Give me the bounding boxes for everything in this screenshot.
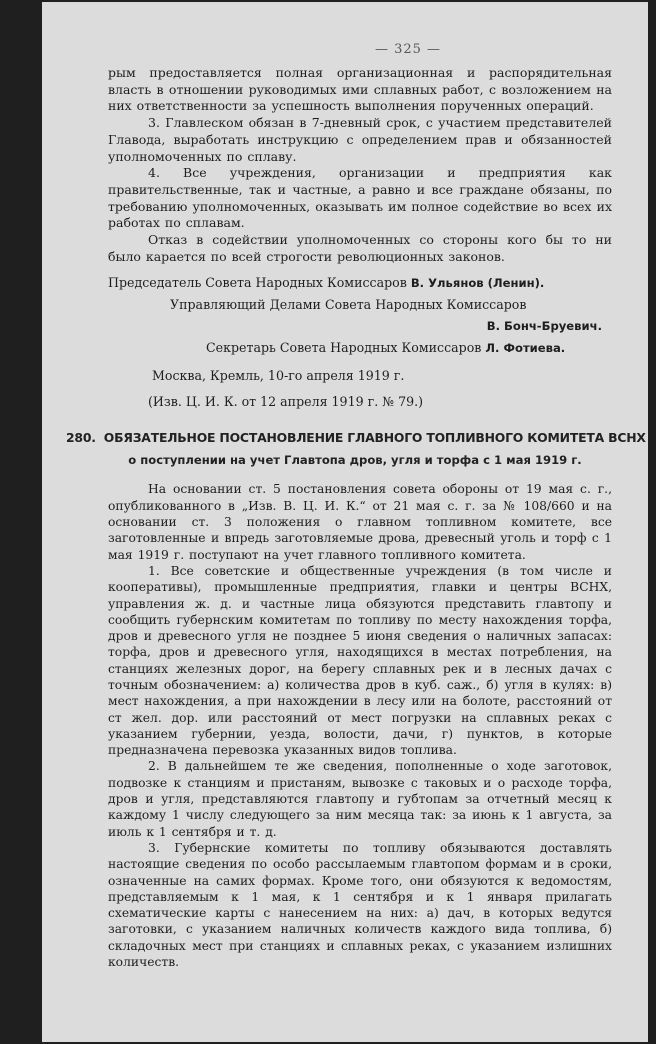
signature-manager-role: Управляющий Делами Совета Народных Комиссаров (170, 297, 527, 313)
paragraph: 3. Губернские комитеты по топливу обязываются доставлять настоящие сведения по особо рассылаемым главтопом формам и в сроки, означенные на самих формах. Кроме того, они обязуются к ведомостям, представляемым к 1 мая, к 1 сентября и к 1 января прилагать схематические карты с нанесением на них: а) дач, в которых ведутся заготовки, с указанием наличных количеств каждого вида топлива, б) складочных мест при станциях и сплавных реках, с указанием излишних количеств. (108, 840, 612, 970)
signature-name: В. Ульянов (Ленин). (410, 276, 545, 291)
signature-manager-name (108, 315, 612, 337)
signatures (108, 272, 612, 359)
decree-heading (66, 430, 646, 446)
paragraph: 1. Все советские и общественные учреждения (в том числе и кооперативы), промышленные предприятия, главки и центры ВСНХ, управления ж. д. и частные лица обязуются представить главтопу и сообщить губернским комитетам по топливу по месту нахождения торфа, дров и древесного угля не позднее 5 июня сведения о наличных запасах: торфа, дров и древесного угля, находящихся в местах потребления, на станциях железных дорог, на берегу сплавных рек и в лесных дачах с точным обозначением: а) количества дров в куб. саж., б) угля в кулях: в) мест нахождения, а при нахождении в лесу или на болоте, расстояний от ст жел. дор. или расстояний от мест погрузки на сплавных реках с указанием губернии, уезда, волости, дачи, г) пунктов, в которые предназначена перевозка указанных видов топлива. (108, 563, 612, 758)
paragraph: Отказ в содействии уполномоченных со стороны кого бы то ни было карается по всей строгости революционных законов. (108, 232, 612, 264)
paragraph: рым предоставляется полная организационная и распорядительная власть в отношении руководимых ими сплавных работ, с возложением на них ответственности за успешность выполнения порученных операций. (108, 65, 612, 114)
signature-role: Секретарь Совета Народных Комиссаров (206, 340, 482, 356)
signature-name: В. Бонч-Бруевич. (486, 319, 602, 334)
document-page (42, 2, 648, 1042)
decree-2-text (108, 481, 612, 970)
signature-name: Л. Фотиева. (485, 341, 566, 356)
signature-secretary (108, 337, 612, 359)
decree-number: 280. (66, 430, 96, 446)
page-number: — 325 — (374, 42, 442, 57)
source-reference: (Изв. Ц. И. К. от 12 апреля 1919 г. № 79.) (148, 394, 424, 410)
decree-1-text (108, 65, 612, 265)
decree-title: ОБЯЗАТЕЛЬНОЕ ПОСТАНОВЛЕНИЕ ГЛАВНОГО ТОПЛИВНОГО КОМИТЕТА ВСНХ (103, 430, 646, 446)
signature-role: Председатель Совета Народных Комиссаров (108, 275, 407, 291)
paragraph: На основании ст. 5 постановления совета обороны от 19 мая с. г., опубликованного в „Изв. В. Ц. И. К.“ от 21 мая с. г. за № 108/660 и на основании ст. 3 положения о главном топливном комитете, все заготовленные и впредь заготовляемые дрова, древесный уголь и торф с 1 мая 1919 г. поступают на учет главного топливного комитета. (108, 482, 612, 562)
paragraph: 3. Главлеском обязан в 7-дневный срок, с участием представителей Главода, выработать инструкцию с определением прав и обязанностей уполномоченных по сплаву. (108, 115, 612, 164)
paragraph: 2. В дальнейшем те же сведения, пополненные о ходе заготовок, подвозке к станциям и пристаням, вывозке с таковых и о расходе торфа, дров и угля, представляются главтопу и губтопам за отчетный месяц к каждому 1 числу следующего за ним месяца так: за июнь к 1 августа, за июль к 1 сентября и т. д. (108, 759, 612, 839)
place-date: Москва, Кремль, 10-го апреля 1919 г. (152, 368, 405, 384)
paragraph: 4. Все учреждения, организации и предприятия как правительственные, так и частные, а равно и все граждане обязаны, по требованию уполномоченных, оказывать им полное содействие во всех их работах по сплавам. (108, 165, 612, 231)
decree-subtitle: о поступлении на учет Главтопа дров, угля и торфа с 1 мая 1919 г. (128, 453, 582, 468)
signature-chairman (108, 272, 612, 294)
